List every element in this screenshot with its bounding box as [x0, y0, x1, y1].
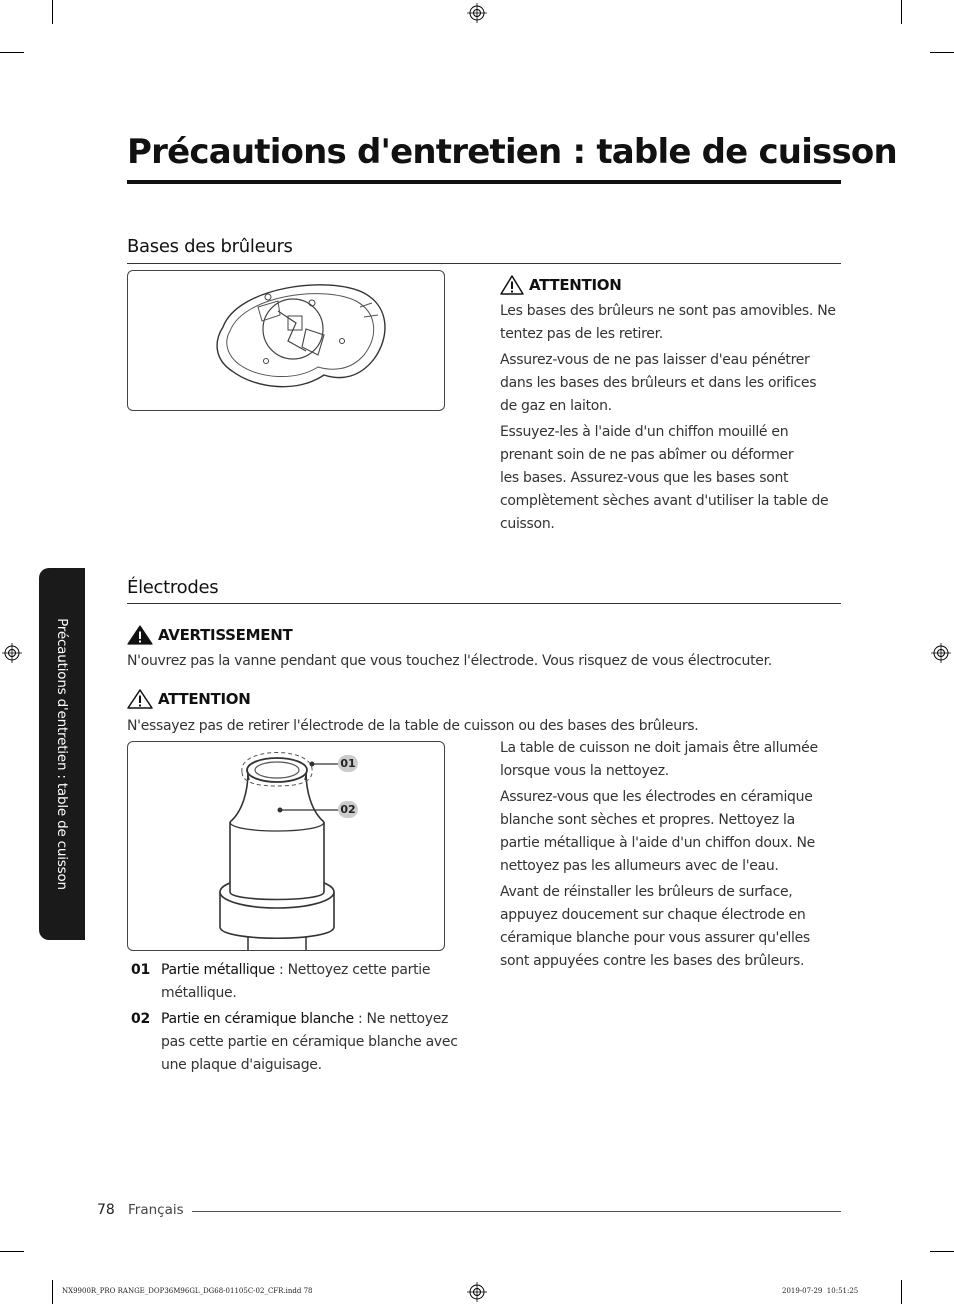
crop-mark: [901, 0, 902, 24]
legend-term: Partie métallique: [161, 962, 275, 978]
paragraph: [500, 881, 845, 973]
text-line: blanche sont sèches et propres. Nettoyez la: [500, 812, 795, 828]
text-line: céramique blanche pour vous assurer qu'elles: [500, 930, 810, 946]
registration-mark-icon: [931, 643, 951, 663]
attention-heading: [127, 689, 250, 709]
caution-triangle-icon: [500, 275, 524, 295]
section-heading-electrodes: Électrodes: [127, 577, 219, 598]
paragraph: [500, 786, 845, 878]
attention-heading: [500, 275, 621, 295]
legend-desc: : Ne nettoyez: [353, 1011, 449, 1027]
electrodes-text: [500, 737, 845, 976]
paragraph: [500, 421, 845, 536]
text-line: tentez pas de les retirer.: [500, 326, 663, 342]
burner-bases-text: [500, 300, 845, 539]
burner-base-drawing: [128, 271, 444, 410]
text-line: Avant de réinstaller les brûleurs de surface,: [500, 884, 793, 900]
crop-mark: [930, 52, 954, 53]
registration-mark-icon: [2, 643, 22, 663]
section-rule: [127, 263, 841, 264]
legend-number: 02: [131, 1011, 150, 1027]
legend-item: [127, 959, 467, 1005]
crop-mark: [930, 1251, 954, 1252]
side-tab: [39, 568, 85, 940]
paragraph: [500, 349, 845, 418]
text-line: partie métallique à l'aide d'un chiffon doux. Ne: [500, 835, 815, 851]
legend-body: [161, 959, 430, 1005]
slug-file-info: NX9900R_PRO RANGE_DOP36M96GL_DG68-01105C-02_CFR.indd 78: [62, 1287, 313, 1295]
legend-item: [127, 1008, 467, 1077]
text-line: nettoyez pas les allumeurs avec de l'eau.: [500, 858, 779, 874]
callout-02: 02: [338, 801, 358, 818]
crop-mark: [901, 1280, 902, 1304]
electrode-legend: [127, 959, 467, 1077]
text-line: prenant soin de ne pas abîmer ou déformer: [500, 447, 794, 463]
registration-mark-icon: [467, 3, 487, 23]
legend-number: 01: [131, 962, 150, 978]
text-line: dans les bases des brûleurs et dans les orifices: [500, 375, 817, 391]
warning-triangle-icon: [127, 625, 153, 645]
crop-mark: [0, 52, 24, 53]
page-title: Précautions d'entretien : table de cuisson: [127, 132, 897, 172]
burner-base-illustration: [127, 270, 445, 411]
text-line: sont appuyées contre les bases des brûleurs.: [500, 953, 805, 969]
page-number: 78: [97, 1202, 115, 1218]
warning-text: N'ouvrez pas la vanne pendant que vous touchez l'électrode. Vous risquez de vous électrocuter.: [127, 653, 772, 669]
text-line: les bases. Assurez-vous que les bases sont: [500, 470, 789, 486]
text-line: Assurez-vous de ne pas laisser d'eau pénétrer: [500, 352, 810, 368]
text-line: Les bases des brûleurs ne sont pas amovibles. Ne: [500, 303, 836, 319]
caution-triangle-icon: [127, 689, 153, 709]
text-line: appuyez doucement sur chaque électrode en: [500, 907, 806, 923]
section-rule: [127, 603, 841, 604]
paragraph: [500, 300, 845, 346]
text-line: lorsque vous la nettoyez.: [500, 763, 669, 779]
callout-01: 01: [338, 755, 358, 772]
warning-heading: [127, 625, 292, 645]
paragraph: [500, 737, 845, 783]
footer-rule: [192, 1211, 841, 1212]
text-line: Essuyez-les à l'aide d'un chiffon mouillé en: [500, 424, 789, 440]
legend-term: Partie en céramique blanche: [161, 1011, 354, 1027]
legend-desc: une plaque d'aiguisage.: [161, 1057, 322, 1073]
side-tab-label: Précautions d'entretien : table de cuisson: [54, 618, 70, 890]
text-line: La table de cuisson ne doit jamais être allumée: [500, 740, 818, 756]
crop-mark: [52, 1280, 53, 1304]
crop-mark: [0, 1251, 24, 1252]
legend-desc: pas cette partie en céramique blanche avec: [161, 1034, 458, 1050]
slug-timestamp: 2019-07-29 ￼ 10:51:25: [782, 1287, 859, 1295]
electrode-drawing: [128, 742, 444, 950]
legend-body: [161, 1008, 458, 1077]
text-line: Assurez-vous que les électrodes en céramique: [500, 789, 813, 805]
text-line: complètement sèches avant d'utiliser la table de: [500, 493, 829, 509]
crop-mark: [52, 0, 53, 24]
legend-desc: : Nettoyez cette partie: [274, 962, 431, 978]
text-line: cuisson.: [500, 516, 555, 532]
text-line: de gaz en laiton.: [500, 398, 612, 414]
attention-text: N'essayez pas de retirer l'électrode de la table de cuisson ou des bases des brûleurs.: [127, 718, 699, 734]
electrode-illustration: [127, 741, 445, 951]
legend-desc: métallique.: [161, 985, 237, 1001]
warning-label: AVERTISSEMENT: [158, 626, 293, 644]
title-rule: [127, 180, 841, 184]
attention-label: ATTENTION: [158, 690, 251, 708]
footer-language: Français: [128, 1202, 184, 1218]
section-heading-burner-bases: Bases des brûleurs: [127, 236, 293, 257]
registration-mark-icon: [467, 1282, 487, 1302]
attention-label: ATTENTION: [529, 276, 622, 294]
